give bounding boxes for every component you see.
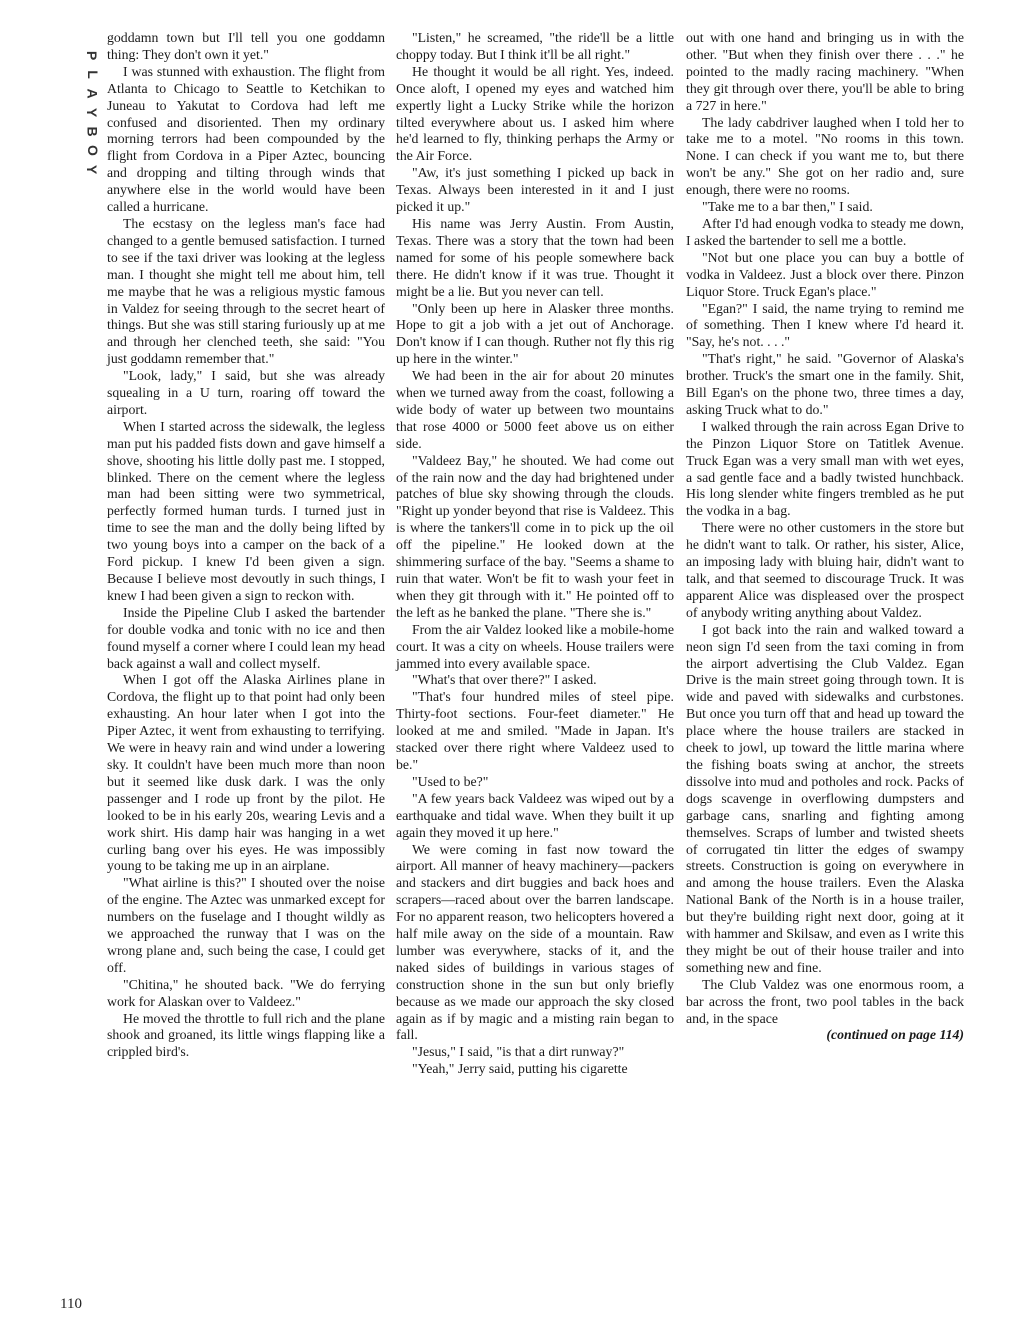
paragraph: "Valdeez Bay," he shouted. We had come out of the rain now and the day had brightened under patches of blue sky showing through the clouds. "Right up yonder beyond that rise is Valdeez. This is where the tankers'll come in to pick up the oil off the pipeline." He looked down at the shimmering surface of the bay. "Seems a shame to ruin that water. Won't be fit to wash your feet in when they git through with it." He pointed off to the left as he banked the plane. "There she is." (396, 452, 674, 620)
paragraph: The ecstasy on the legless man's face had changed to a gentle bemused satisfaction. I turned to see if the taxi driver was looking at the legless man. I thought she might tell me about him, tell me maybe that he was a religious mystic famous in Valdez for seeing through to the secret heart of things. But she was still staring furiously up at me and through her clenched teeth, she said: "You just goddamn remember that." (107, 215, 385, 367)
paragraph: We had been in the air for about 20 minutes when we turned away from the coast, following a wide body of water up between two mountains that rose 4000 or 5000 feet above us on either side. (396, 368, 674, 451)
paragraph: There were no other customers in the store but he didn't want to talk. Or rather, his sister, Alice, an imposing lady with bluing hair, didn't want to talk, and that seemed to discourage Truck. It was apparent Alice was displeased over the prospect of anybody writing anything about Valdez. (686, 520, 964, 620)
paragraph: "Take me to a bar then," I said. (702, 199, 873, 215)
paragraph: "Aw, it's just something I picked up back in Texas. Always been interested in it and I just picked it up." (396, 165, 674, 215)
running-head-letter: B (84, 126, 101, 137)
paragraph: "Look, lady," I said, but she was already squealing in a U turn, roaring off toward the airport. (107, 368, 385, 417)
paragraph: "A few years back Valdeez was wiped out by a earthquake and tidal wave. When they built it up again they moved it up here." (396, 790, 674, 840)
text-column-3 (686, 30, 964, 1044)
paragraph: "What's that over there?" I asked. (412, 672, 597, 688)
running-head-letter: Y (84, 107, 101, 118)
paragraph: "Listen," he screamed, "the ride'll be a little choppy today. But I think it'll be all right." (396, 30, 674, 62)
paragraph: "That's four hundred miles of steel pipe. Thirty-foot sections. Four-feet diameter." He looked at me and smiled. "Made in Japan. It's stacked over there right where Valdeez used to be." (396, 689, 674, 772)
paragraph: From the air Valdez looked like a mobile-home court. It was a city on wheels. House trailers were jammed into every available space. (396, 621, 674, 671)
running-head-letter: L (84, 70, 101, 79)
text-column-2 (396, 30, 674, 1078)
running-head-letter: P (84, 50, 101, 61)
paragraph: "Jesus," I said, "is that a dirt runway?" (412, 1044, 625, 1060)
running-head-letter: Y (84, 164, 101, 175)
continued-note[interactable]: (continued on page 114) (826, 1027, 964, 1043)
paragraph: "Chitina," he shouted back. "We do ferrying work for Alaskan over to Valdeez." (107, 976, 385, 1009)
text-column-1 (107, 30, 385, 1061)
running-head-letter: A (84, 88, 101, 99)
paragraph: We were coming in fast now toward the airport. All manner of heavy machinery—packers and stackers and dirt buggies and back hoes and scrapers—raced about over the barren landscape. For no apparent reason, two helicopters hovered a half mile away on the side of a mountain. Raw lumber was everywhere, stacks of it, and the naked sides of buildings in various stages of construction shone in the sun but only briefly because as we made our approach the sky closed again as if by magic and a misting rain began to fall. (396, 841, 674, 1043)
paragraph: The Club Valdez was one enormous room, a bar across the front, two pool tables in the back and, in the space (686, 976, 964, 1026)
paragraph: He moved the throttle to full rich and the plane shook and groaned, its little wings flapping like a crippled bird's. (107, 1010, 385, 1060)
paragraph: I walked through the rain across Egan Drive to the Pinzon Liquor Store on Tatitlek Avenue. Truck Egan was a very small man with wet eyes, a sad gentle face and a badly twisted hunchback. His long slender white fingers trembled as he put the vodka in a bag. (686, 418, 964, 519)
paragraph: The lady cabdriver laughed when I told her to take me to a motel. "No rooms in this town. None. I can check if you want me to, but there won't be any." She got on her radio and, sure enough, there were no rooms. (686, 114, 964, 198)
paragraph: When I started across the sidewalk, the legless man put his padded fists down and gave himself a shove, shooting his little dolly past me. I stopped, blinked. There on the cement where the legless man had been sitting were two symmetrical, perfectly formed human turds. I turned just in time to see the man and the dolly being lifted by two young boys into a camper on the back of a Ford pickup. I knew I'd been given a sign. Because I believe most devoutly in such things, I knew I had been given a sign to reckon with. (107, 418, 385, 603)
running-head-letter: O (84, 145, 101, 156)
paragraph: goddamn town but I'll tell you one goddamn thing: They don't own it yet." (107, 30, 385, 62)
paragraph: "That's right," he said. "Governor of Alaska's brother. Truck's the smart one in the family. Shit, Bill Egan's on the phone two, three times a day, asking Truck what to do." (686, 351, 964, 417)
paragraph: After I'd had enough vodka to steady me down, I asked the bartender to sell me a bottle. (686, 215, 964, 248)
paragraph: When I got off the Alaska Airlines plane in Cordova, the flight up to that point had only been exhausting. An hour later when I got into the Piper Aztec, it went from exhausting to terrifying. We were in heavy rain and wind under a lowering sky. It couldn't have been much more than noon but it seemed like dusk dark. I was the only passenger and I rode up front by the pilot. He looked to be in his early 20s, wearing Levis and a work shirt. His damp hair was hanging in a wet curling bang over his eyes. He was impossibly young to be taking me up in an airplane. (107, 672, 385, 874)
paragraph: His name was Jerry Austin. From Austin, Texas. There was a story that the town had been named for some of his people somewhere back there. He didn't know if it was true. Thought it might be a lie. But you never can tell. (396, 215, 674, 299)
paragraph: "Used to be?" (412, 773, 489, 789)
paragraph: "Yeah," Jerry said, putting his cigarette (412, 1061, 628, 1077)
page-number: 110 (60, 1296, 82, 1312)
paragraph: Inside the Pipeline Club I asked the bartender for double vodka and tonic with no ice and then found myself a corner where I could lean my head back against a wall and collect myself. (107, 604, 385, 671)
paragraph: "What airline is this?" I shouted over the noise of the engine. The Aztec was unmarked except for numbers on the fuselage and I thought wildly as we approached the runway that I was on the wrong plane and, such being the case, I could get off. (107, 875, 385, 975)
paragraph: "Egan?" I said, the name trying to remind me of something. Then I knew where I'd heard it. "Say, he's not. . . ." (686, 300, 964, 350)
running-head (82, 46, 102, 179)
paragraph: I got back into the rain and walked toward a neon sign I'd seen from the taxi coming in from the airport advertising the Club Valdez. Egan Drive is the main street going through town. It is wide and paved with sidewalks and curbstones. But once you turn off that and head up toward the place where the house trailers are stacked in cheek to jowl, up toward the little marina where the fishing boats swing at anchor, the streets dissolve into mud and potholes and rock. Packs of dogs scavenge in overflowing dumpsters and garbage cans, snarling and fighting among themselves. Scraps of lumber and twisted sheets of corrugated tin litter the edges of swampy streets. Construction is going on everywhere in and among the house trailers. Even the Alaska National Bank of the North is in a house trailer, but they're building right next door, going at it with hammer and Skilsaw, and even as I write this they might be out of their house trailer and into something new and fine. (686, 621, 964, 975)
paragraph: He thought it would be all right. Yes, indeed. Once aloft, I opened my eyes and watched him expertly light a Lucky Strike while the horizon tilted everywhere about us. I asked him where he'd learned to fly, thinking perhaps the Army or the Air Force. (396, 63, 674, 164)
paragraph: "Only been up here in Alasker three months. Hope to git a job with a jet out of Anchorage. Don't know if I can though. Ruther not fly this rig up here in the winter." (396, 300, 674, 367)
paragraph: I was stunned with exhaustion. The flight from Atlanta to Chicago to Seattle to Ketchikan to Juneau to Yakutat to Cordova had left me confused and disoriented. Then my ordinary morning terrors had been compounded by the flight from Cordova in a Piper Aztec, bouncing and dropping and tilting through winds that anywhere else in the world would have been called a hurricane. (107, 63, 385, 215)
paragraph: out with one hand and bringing us in with the other. "But when they finish over there . . ." he pointed to the madly racing machinery. "When they git through over there, you'll be able to bring a 727 in here." (686, 30, 964, 113)
paragraph: "Not but one place you can buy a bottle of vodka in Valdeez. Just a block over there. Pinzon Liquor Store. Truck Egan's place." (686, 249, 964, 299)
